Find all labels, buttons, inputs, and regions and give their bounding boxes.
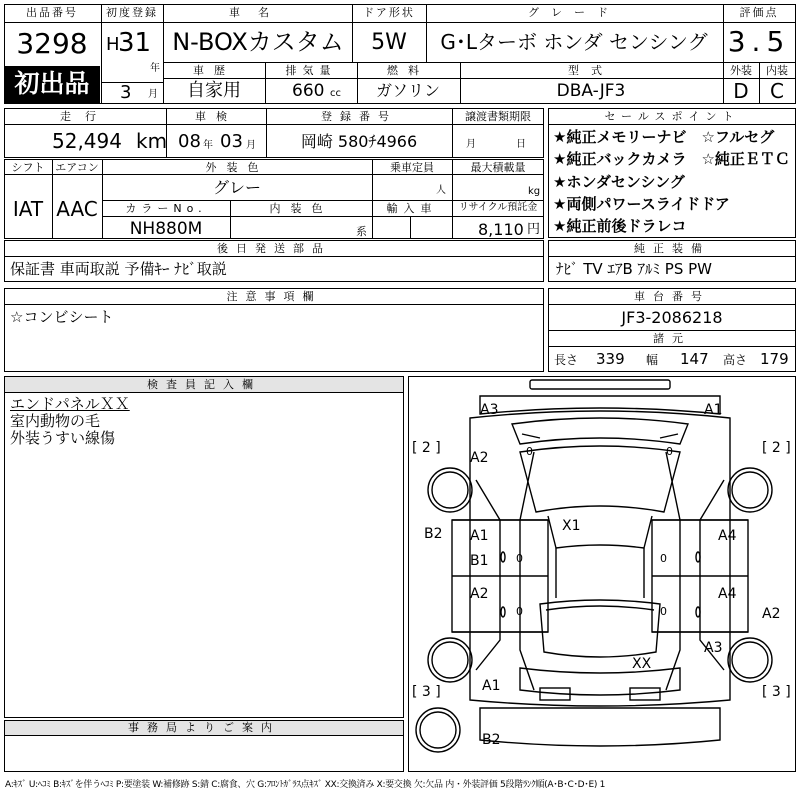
mark-a1-front: A1 xyxy=(704,402,723,418)
sales-line: ★純正前後ドラレコ xyxy=(553,217,687,235)
length-value: 339 xyxy=(596,350,625,368)
mark-a4-right-rear-door: A4 xyxy=(718,586,737,602)
first-reg-label: 初度登録 xyxy=(106,6,158,19)
mark-a4-right-front-door: A4 xyxy=(718,528,737,544)
sales-label: セールスポイント xyxy=(604,110,740,123)
transfer-month-unit: 月 xyxy=(466,139,476,150)
genuine-label: 純正装備 xyxy=(634,242,710,255)
door-value: 5W xyxy=(371,30,407,55)
score-label: 評価点 xyxy=(739,6,779,19)
zero-mark: 0 xyxy=(660,605,667,618)
tire-bracket: [ 2 ] xyxy=(762,440,791,456)
sales-line: ★純正バックカメラ ☆純正ＥＴＣ xyxy=(553,150,790,168)
mileage-label: 走行 xyxy=(60,110,110,123)
reg-no-value: 岡崎 580ﾁ4966 xyxy=(300,132,418,151)
recycle-value: 8,110 xyxy=(478,220,524,239)
mark-a2-right-side: A2 xyxy=(762,606,781,622)
color-value: グレー xyxy=(212,178,262,197)
mark-b2-rear: B2 xyxy=(482,732,501,748)
mileage-value: 52,494 xyxy=(52,129,122,153)
first-listing-text: 初出品 xyxy=(14,69,90,98)
later-parts-value: 保証書 車両取説 予備ｷｰ ﾅﾋﾞ取説 xyxy=(10,260,227,278)
interior-label: 内装 xyxy=(766,64,788,77)
shift-value: IAT xyxy=(12,197,44,221)
score-value: 3.5 xyxy=(727,25,791,58)
zero-mark: 0 xyxy=(660,552,667,565)
mark-b2-side: B2 xyxy=(424,526,443,542)
history-value: 自家用 xyxy=(187,80,241,101)
interior-value: C xyxy=(770,79,784,103)
import-label: 輸入車 xyxy=(386,202,438,215)
sales-line: ★ホンダセンシング xyxy=(553,173,685,191)
inspection-month: 03 xyxy=(220,131,243,152)
transfer-label: 譲渡書類期限 xyxy=(465,110,531,123)
tire-bracket: [ 2 ] xyxy=(412,440,441,456)
later-parts-label: 後日発送部品 xyxy=(217,242,331,255)
sales-line: ★純正メモリーナビ ☆フルセグ xyxy=(553,128,775,146)
reg-no-label: 登録番号 xyxy=(321,110,397,123)
reg-month: 3 xyxy=(120,82,132,103)
inspector-label: 検査員記入欄 xyxy=(147,378,261,391)
caution-value: ☆コンビシート xyxy=(10,308,114,326)
width-value: 147 xyxy=(680,350,709,368)
car-name-label: 車名 xyxy=(229,6,287,19)
chassis-value: JF3-2086218 xyxy=(621,308,723,327)
inspection-label: 車検 xyxy=(195,110,237,123)
mark-a1-left-front-door: A1 xyxy=(470,528,489,544)
mark-x1-roof: X1 xyxy=(562,518,581,534)
displacement-label: 排気量 xyxy=(285,64,337,77)
color-no-value: NH880M xyxy=(129,219,203,239)
zero-mark: 0 xyxy=(666,445,673,458)
color-label: 外装色 xyxy=(205,161,269,174)
mark-a3-front: A3 xyxy=(480,402,499,418)
capacity-unit: 人 xyxy=(436,185,446,196)
caution-label: 注意事項欄 xyxy=(226,290,322,303)
mark-a2-left-rear-door: A2 xyxy=(470,586,489,602)
load-label: 最大積載量 xyxy=(470,161,526,174)
height-value: 179 xyxy=(760,350,789,368)
door-label: ドア形状 xyxy=(363,6,415,19)
zero-mark: 0 xyxy=(526,445,533,458)
mark-b1-left-front-door: B1 xyxy=(470,553,489,569)
inspector-line: 外装うすい線傷 xyxy=(10,429,116,447)
reg-year: 31 xyxy=(118,28,152,58)
tire-bracket: [ 3 ] xyxy=(412,684,441,700)
height-label: 高さ xyxy=(723,353,748,367)
load-unit: kg xyxy=(528,186,541,197)
inspection-year-unit: 年 xyxy=(203,140,213,151)
width-label: 幅 xyxy=(646,353,659,367)
model-label: 型式 xyxy=(568,64,614,77)
history-label: 車歴 xyxy=(193,64,235,77)
shift-label: シフト xyxy=(11,161,45,174)
recycle-label: リサイクル預託金 xyxy=(458,202,538,213)
displacement-value: 660 xyxy=(292,81,325,101)
inspector-line: 室内動物の毛 xyxy=(10,412,101,430)
mark-a1-left-quarter: A1 xyxy=(482,678,501,694)
ac-value: AAC xyxy=(56,197,98,221)
tire-bracket: [ 3 ] xyxy=(762,684,791,700)
model-value: DBA-JF3 xyxy=(556,81,626,101)
specs-label: 諸元 xyxy=(653,332,691,345)
mark-xx-rear: XX xyxy=(632,656,652,672)
ac-label: エアコン xyxy=(55,161,99,174)
interior-color-unit: 系 xyxy=(356,225,367,238)
zero-mark: 0 xyxy=(516,605,523,618)
era: H xyxy=(106,34,120,55)
office-label: 事務局よりご案内 xyxy=(128,721,280,734)
length-label: 長さ xyxy=(554,353,579,367)
zero-mark: 0 xyxy=(516,552,523,565)
grade-label: グレード xyxy=(528,6,620,19)
lot-label: 出品番号 xyxy=(26,6,78,19)
inspection-year: 08 xyxy=(178,131,201,152)
exterior-label: 外装 xyxy=(730,64,752,77)
transfer-day-unit: 日 xyxy=(516,139,526,150)
inspector-line: エンドパネルＸＸ xyxy=(10,395,130,413)
recycle-unit: 円 xyxy=(527,222,541,237)
sales-line: ★両側パワースライドドア xyxy=(553,195,730,213)
interior-color-label: 内装色 xyxy=(269,202,333,215)
mark-a3-right-quarter: A3 xyxy=(704,640,723,656)
genuine-value: ﾅﾋﾞ TV ｴｱB ｱﾙﾐ PS PW xyxy=(556,260,712,278)
chassis-label: 車台番号 xyxy=(634,290,710,303)
grade-value: G･Lターボ ホンダ センシング xyxy=(440,30,708,54)
color-no-label: カラーNo. xyxy=(125,202,207,215)
mark-a2-left-fender: A2 xyxy=(470,450,489,466)
legend: A:ｷｽﾞ U:ﾍｺﾐ B:ｷｽﾞを伴うﾍｺﾐ P:要塗装 W:補修跡 S:錆 C:腐食、穴 G:ﾌﾛﾝﾄｶﾞﾗｽ点ｷｽﾞ XX:交換済み X:要交換 欠:欠品 内・外装評価 5段階ﾗﾝｸ順(A･B･C･D･E) 1 xyxy=(5,780,606,790)
lot-number: 3298 xyxy=(16,27,88,60)
exterior-value: D xyxy=(733,79,749,103)
reg-year-unit: 年 xyxy=(150,63,160,74)
inspection-month-unit: 月 xyxy=(246,140,256,151)
mileage-unit: km xyxy=(136,129,168,153)
fuel-value: ガソリン xyxy=(375,81,441,100)
fuel-label: 燃料 xyxy=(387,64,429,77)
reg-month-unit: 月 xyxy=(148,89,158,100)
displacement-unit: cc xyxy=(330,88,341,99)
capacity-label: 乗車定員 xyxy=(390,161,434,174)
car-name: N-BOXカスタム xyxy=(172,28,344,56)
